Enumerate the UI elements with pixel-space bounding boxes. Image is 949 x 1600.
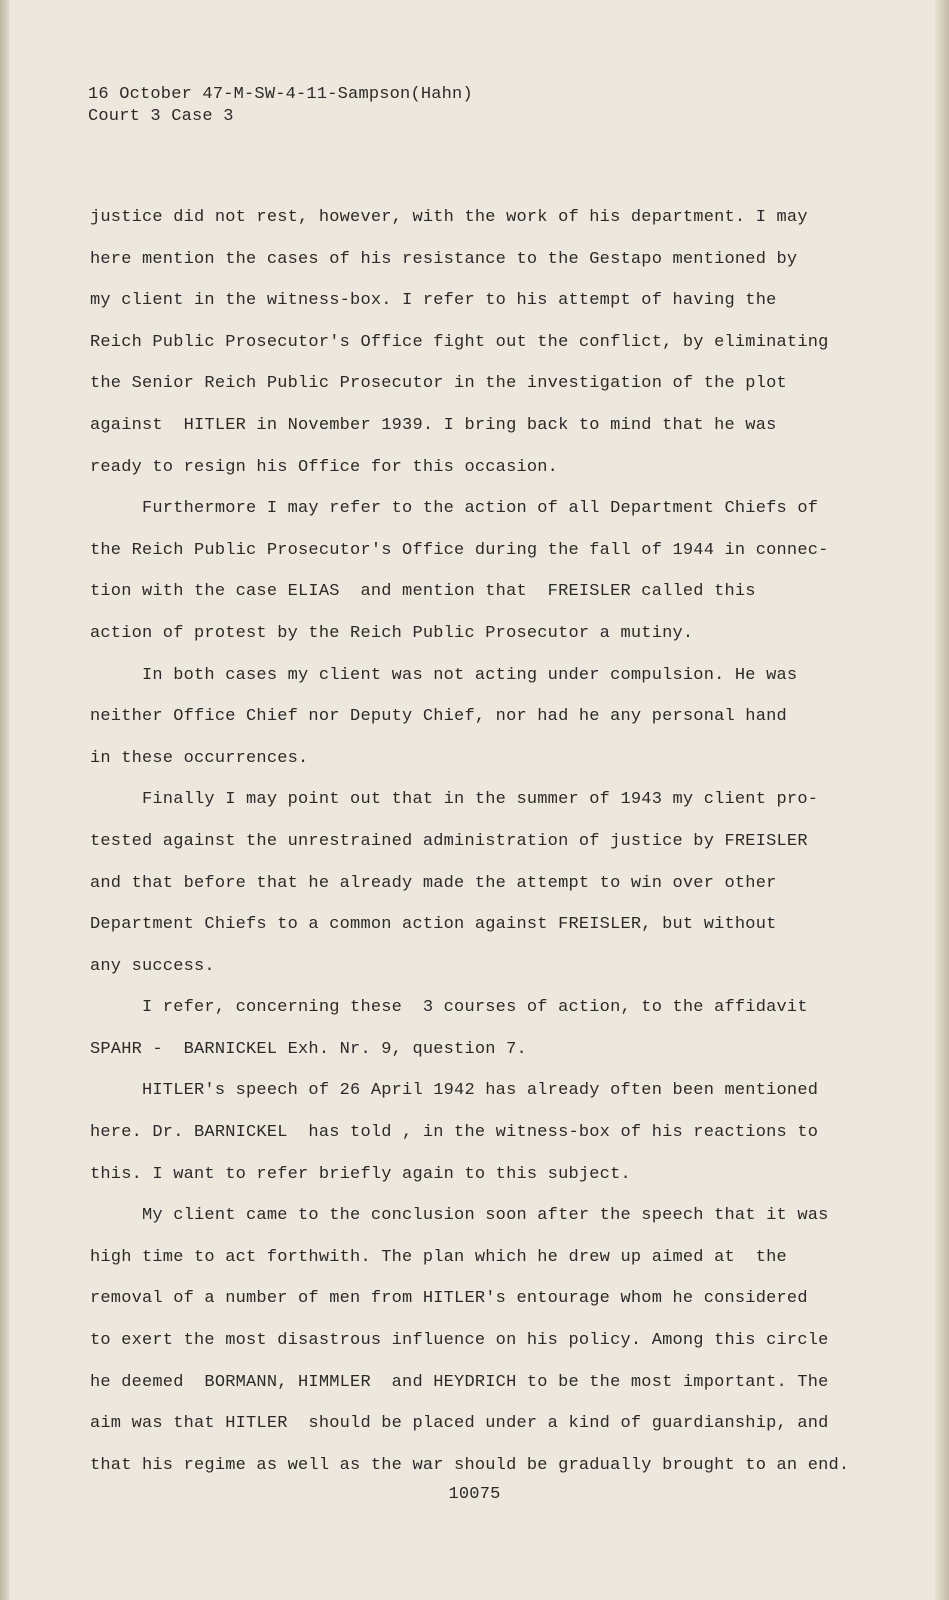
text-line: Reich Public Prosecutor's Office fight out the conflict, by eliminating: [90, 332, 829, 352]
page-right-edge: [935, 0, 949, 1600]
text-line: I refer, concerning these 3 courses of action, to the affidavit: [90, 998, 808, 1018]
text-line: tion with the case ELIAS and mention that FREISLER called this: [90, 582, 756, 602]
document-header: [88, 84, 473, 128]
text-line: In both cases my client was not acting under compulsion. He was: [90, 665, 798, 685]
text-line: here. Dr. BARNICKEL has told , in the witness-box of his reactions to: [90, 1123, 819, 1143]
text-line: in these occurrences.: [90, 748, 309, 768]
text-line: against HITLER in November 1939. I bring back to mind that he was: [90, 415, 777, 435]
text-line: My client came to the conclusion soon after the speech that it was: [90, 1206, 829, 1226]
header-date-reference: 16 October 47-M-SW-4-11-Sampson(Hahn): [88, 85, 473, 104]
text-line: any success.: [90, 956, 215, 976]
text-line: aim was that HITLER should be placed under a kind of guardianship, and: [90, 1414, 829, 1434]
text-line: he deemed BORMANN, HIMMLER and HEYDRICH to be the most important. The: [90, 1372, 829, 1392]
text-line: neither Office Chief nor Deputy Chief, nor had he any personal hand: [90, 707, 787, 727]
text-line: and that before that he already made the attempt to win over other: [90, 873, 777, 893]
text-line: Furthermore I may refer to the action of all Department Chiefs of: [90, 499, 819, 519]
text-line: action of protest by the Reich Public Prosecutor a mutiny.: [90, 623, 694, 643]
page-left-edge: [0, 0, 9, 1600]
text-line: removal of a number of men from HITLER's entourage whom he considered: [90, 1289, 808, 1309]
text-line: HITLER's speech of 26 April 1942 has already often been mentioned: [90, 1081, 819, 1101]
text-line: tested against the unrestrained administration of justice by FREISLER: [90, 831, 808, 851]
text-line: Finally I may point out that in the summer of 1943 my client pro-: [90, 790, 819, 810]
page-number: 10075: [448, 1485, 501, 1504]
text-line: high time to act forthwith. The plan which he drew up aimed at the: [90, 1247, 787, 1267]
text-line: justice did not rest, however, with the work of his department. I may: [90, 208, 808, 227]
text-line: SPAHR - BARNICKEL Exh. Nr. 9, question 7.: [90, 1039, 527, 1059]
text-line: this. I want to refer briefly again to this subject.: [90, 1164, 631, 1184]
text-line: to exert the most disastrous influence on his policy. Among this circle: [90, 1331, 829, 1351]
text-line: here mention the cases of his resistance to the Gestapo mentioned by: [90, 249, 798, 269]
header-court-case: Court 3 Case 3: [88, 107, 234, 126]
text-line: the Reich Public Prosecutor's Office during the fall of 1944 in connec-: [90, 540, 829, 560]
text-line: my client in the witness-box. I refer to his attempt of having the: [90, 291, 777, 311]
text-line: that his regime as well as the war should be gradually brought to an end.: [90, 1455, 850, 1475]
text-line: Department Chiefs to a common action against FREISLER, but without: [90, 915, 777, 935]
text-line: ready to resign his Office for this occasion.: [90, 457, 559, 477]
text-line: the Senior Reich Public Prosecutor in the investigation of the plot: [90, 374, 787, 394]
document-body: [90, 205, 849, 1494]
